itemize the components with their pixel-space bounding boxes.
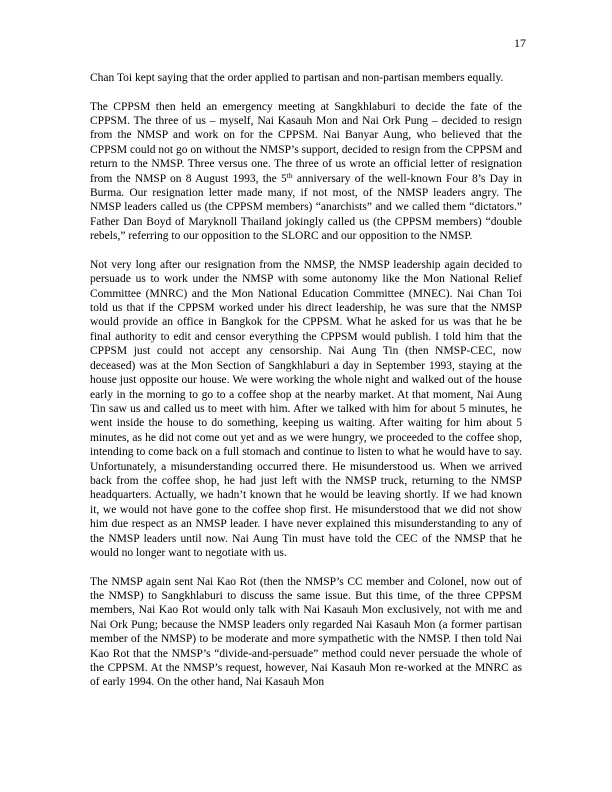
paragraph-4: The NMSP again sent Nai Kao Rot (then the NMSP’s CC member and Colonel, now out of the NMSP) to Sangkhlaburi to discuss the same issue. But this time, of the three CPPSM members, Nai Kao Rot would only talk with Nai Kasauh Mon exclusively, not with me and Nai Ork Pung; because the NMSP leaders only regarded Nai Kasauh Mon (a former partisan member of the NMSP) to be moderate and more sympathetic with the NMSP. I then told Nai Kao Rot that the NMSP’s “divide-and-persuade” method could never persuade the whole of the CPPSM. At the NMSP’s request, however, Nai Kasauh Mon re-worked at the MNRC as of early 1994. On the other hand, Nai Kasauh Mon bbox=[90, 575, 522, 689]
paragraph-2 bbox=[90, 100, 522, 244]
paragraph-2-text-before: The CPPSM then held an emergency meeting at Sangkhlaburi to decide the fate of the CPPSM. The three of us – myself, Nai Kasauh Mon and Nai Ork Pung – decided to resign from the NMSP and work on for the CPPSM. Nai Banyar Aung, who believed that the CPPSM could not go on without the NMSP’s support, decided to resign from the CPPSM and return to the NMSP. Three versus one. The three of us wrote an official letter of resignation from the NMSP on 8 August 1993, the 5 bbox=[90, 100, 522, 185]
body-text bbox=[90, 71, 522, 704]
paragraph-1: Chan Toi kept saying that the order applied to partisan and non-partisan members equally. bbox=[90, 72, 504, 84]
paragraph-2-text-after: anniversary of the well-known Four 8’s Day in Burma. Our resignation letter made many, if not most, of the NMSP leaders angry. The NMSP leaders called us (the CPPSM members) “anarchists” and we called them “dictators.” Father Dan Boyd of Maryknoll Thailand jokingly called us (the CPPSM members) “double rebels,” referring to our opposition to the SLORC and our opposition to the NMSP. bbox=[90, 172, 522, 243]
page-number: 17 bbox=[514, 36, 526, 50]
ordinal-superscript: th bbox=[286, 170, 293, 180]
paragraph-3: Not very long after our resignation from the NMSP, the NMSP leadership again decided to persuade us to work under the NMSP with some autonomy like the Mon National Relief Committee (MNRC) and the Mon National Education Committee (MNEC). Nai Chan Toi told us that if the CPPSM worked under his direct leadership, he was sure that the NMSP would provide an office in Bangkok for the CPPSM. What he asked for us was that he be final authority to edit and censor everything the CPPSM would publish. I told him that the CPPSM just could not accept any censorship. Nai Aung Tin (then NMSP-CEC, now deceased) was at the Mon Section of Sangkhlaburi a day in September 1993, staying at the house just opposite our house. We were working the whole night and walked out of the house early in the morning to go to a coffee shop at the nearby market. At that moment, Nai Aung Tin saw us and called us to meet with him. After we talked with him for about 5 minutes, he went inside the house to do something, keeping us waiting. After waiting for him about 5 minutes, as he did not come out yet and as we were hungry, we proceeded to the coffee shop, intending to come back on a full stomach and continue to listen to what he would have to say. Unfortunately, a misunderstanding occurred there. He misunderstood us. When we arrived back from the coffee shop, he had just left with the NMSP truck, returning to the NMSP headquarters. Actually, we hadn’t known that he would be leaving shortly. If we had known it, we would not have gone to the coffee shop first. He misunderstood that we did not show him due respect as an NMSP leader. I have never explained this misunderstanding to any of the NMSP leaders until now. Nai Aung Tin must have told the CEC of the NMSP that he would no longer want to negotiate with us. bbox=[90, 258, 522, 559]
